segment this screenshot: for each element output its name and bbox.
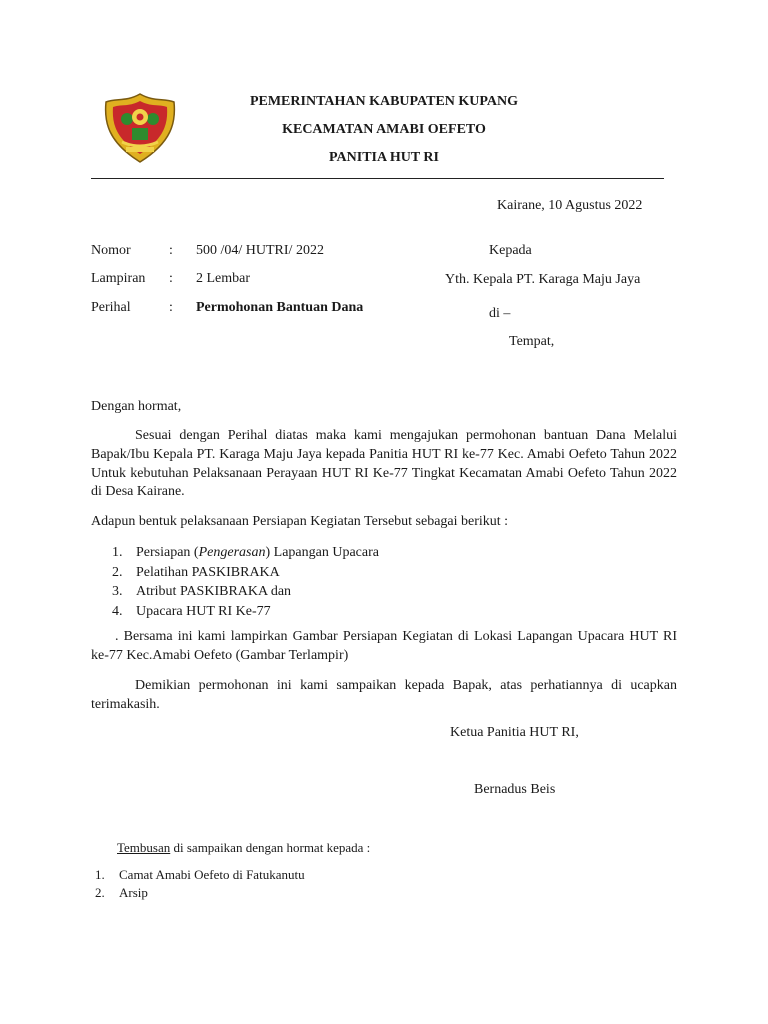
perihal-colon: : [169,300,173,315]
list-text: Atribut PASKIBRAKA dan [136,584,292,599]
lampiran-colon: : [169,271,173,286]
list-number: 1. [95,867,105,882]
recipient-tempat: Tempat, [509,334,555,349]
paragraph-1-text: Sesuai dengan Perihal diatas maka kami mengajukan permohonan bantuan Dana Melalui Bapak/Ibu Kepala PT. Karaga Maju Jaya kepada Panitia HUT RI ke-77 Kec. Amabi Oefeto Tahun 2022 Untuk kebutuhan Pelaksanaan Perayaan HUT RI Ke-77 Tingkat Kecamatan Amabi Oefeto Tahun 2022 di Desa Kairane. [91,428,677,500]
list-item [112,582,379,602]
list-item [112,563,379,583]
list-number: 2. [95,884,105,900]
tembusan-label: Tembusan [117,840,171,855]
tembusan-list [95,866,305,901]
list-number: 3. [112,584,123,599]
list-text: ) Lapangan Upacara [265,545,379,560]
recipient-yth: Yth. Kepala PT. Karaga Maju Jaya [445,272,641,287]
signature-title: Ketua Panitia HUT RI, [450,725,579,740]
lampiran-label: Lampiran [91,271,146,286]
recipient-kepada: Kepada [489,243,532,258]
list-italic-text: Pengerasan [198,545,266,560]
lampiran-value: 2 Lembar [196,271,251,286]
signature-name: Bernadus Beis [474,782,556,797]
perihal-label: Perihal [91,300,131,315]
recipient-di: di – [489,306,511,321]
paragraph-2: Adapun bentuk pelaksanaan Persiapan Kegiatan Tersebut sebagai berikut : [91,514,509,529]
list-item [95,884,305,902]
list-text: Persiapan ( [136,545,199,560]
place-date: Kairane, 10 Agustus 2022 [497,198,643,213]
salutation: Dengan hormat, [91,399,182,414]
list-text: Camat Amabi Oefeto di Fatukanutu [119,867,305,882]
nomor-value: 500 /04/ HUTRI/ 2022 [196,243,324,258]
paragraph-4-text: Demikian permohonan ini kami sampaikan kepada Bapak, atas perhatiannya di ucapkan terimakasih. [91,678,677,712]
nomor-colon: : [169,243,173,258]
list-number: 4. [112,603,123,619]
list-number: 1. [112,545,123,560]
paragraph-3-text: . Bersama ini kami lampirkan Gambar Persiapan Kegiatan di Lokasi Lapangan Upacara HUT RI ke-77 Kec.Amabi Oefeto (Gambar Terlampir) [91,629,677,663]
activity-list [112,543,379,621]
list-text: Upacara HUT RI Ke-77 [136,603,271,619]
list-item [112,602,379,622]
header-line-1: PEMERINTAHAN KABUPATEN KUPANG [249,94,519,109]
header-line-3: PANITIA HUT RI [329,150,439,165]
header-divider [91,178,664,179]
list-text: Pelatihan PASKIBRAKA [136,564,280,580]
header-line-2: KECAMATAN AMABI OEFETO [282,122,486,137]
list-item [112,543,379,563]
list-text: Arsip [119,884,148,900]
list-number: 2. [112,564,123,580]
paragraph-1 [91,427,677,502]
tembusan-rest: di sampaikan dengan hormat kepada : [170,840,371,855]
nomor-label: Nomor [91,243,131,258]
perihal-value: Permohonan Bantuan Dana [196,300,364,315]
list-item [95,866,305,884]
paragraph-4 [91,677,677,715]
paragraph-3 [91,628,677,666]
tembusan-heading [117,840,370,856]
